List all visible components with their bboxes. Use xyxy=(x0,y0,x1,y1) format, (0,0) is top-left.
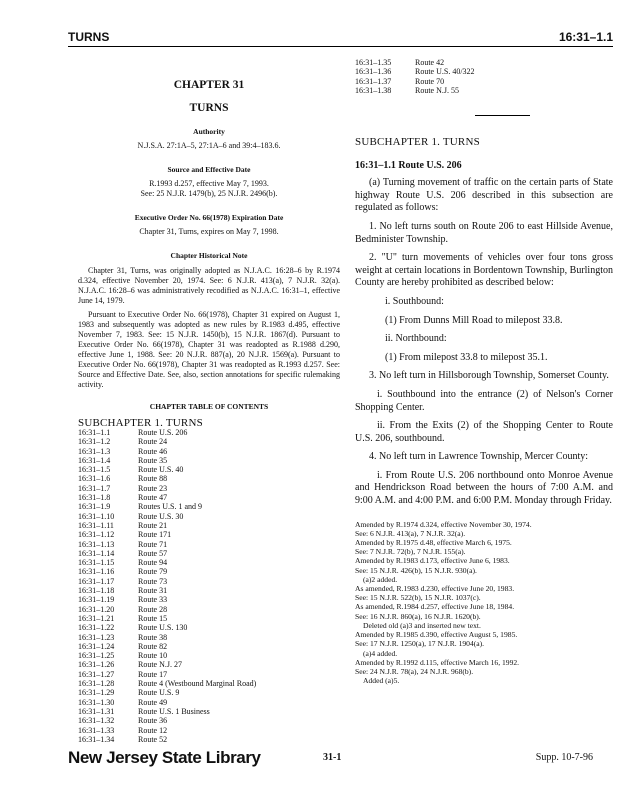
toc-section-title: Route N.J. 55 xyxy=(415,85,459,95)
amendment-note: See: 15 N.J.R. 426(b), 15 N.J.R. 930(a). xyxy=(355,565,477,575)
toc-section-title: Route 23 xyxy=(138,483,168,493)
amendment-note: See: 17 N.J.R. 1250(a), 17 N.J.R. 1904(a). xyxy=(355,639,485,649)
toc-section-title: Route 71 xyxy=(138,539,168,549)
toc-row xyxy=(78,549,256,558)
toc-section-title: Route 28 xyxy=(138,604,168,614)
toc-section-title: Route 94 xyxy=(138,558,168,568)
toc-section-title: Routes U.S. 1 and 9 xyxy=(138,502,202,512)
toc-row xyxy=(78,633,256,642)
toc-section-number: 16:31–1.9 xyxy=(78,502,111,512)
toc-row xyxy=(78,623,256,632)
running-header xyxy=(68,30,613,50)
toc-section-title: Route 70 xyxy=(415,76,445,86)
toc-row xyxy=(355,77,475,86)
toc-row xyxy=(78,540,256,549)
toc-row xyxy=(78,558,256,567)
toc-row xyxy=(355,86,475,95)
toc-section-number: 16:31–1.24 xyxy=(78,641,115,651)
toc-table-continued xyxy=(355,58,475,95)
toc-section-number: 16:31–1.26 xyxy=(78,660,115,670)
chapter-title: TURNS xyxy=(189,102,229,114)
toc-row xyxy=(78,595,256,604)
toc-section-title: Route 42 xyxy=(415,58,445,67)
para-3: 3. No left turn in Hillsborough Township, Somerset County. xyxy=(369,370,609,382)
toc-section-number: 16:31–1.31 xyxy=(78,706,115,716)
toc-section-title: Route U.S. 9 xyxy=(138,688,180,698)
source-line-1: R.1993 d.257, effective May 7, 1993. xyxy=(149,179,269,188)
toc-row xyxy=(78,605,256,614)
chapter-number: CHAPTER 31 xyxy=(173,79,245,91)
toc-section-number: 16:31–1.15 xyxy=(78,558,115,568)
toc-row xyxy=(78,456,256,465)
header-title: TURNS xyxy=(68,30,110,44)
toc-table xyxy=(78,428,256,744)
amendment-note: Added (a)5. xyxy=(363,676,400,686)
amendment-note: (a)2 added. xyxy=(363,574,398,584)
toc-section-number: 16:31–1.23 xyxy=(78,632,115,642)
subchapter-heading: SUBCHAPTER 1. TURNS xyxy=(355,136,480,149)
toc-section-number: 16:31–1.18 xyxy=(78,586,115,596)
toc-row xyxy=(78,642,256,651)
toc-row xyxy=(78,567,256,576)
toc-section-number: 16:31–1.22 xyxy=(78,623,115,633)
separator-rule xyxy=(475,115,530,116)
toc-row xyxy=(78,670,256,679)
toc-section-title: Route 171 xyxy=(138,530,172,540)
toc-section-number: 16:31–1.28 xyxy=(78,679,115,689)
amendment-note: See: 24 N.J.R. 78(a), 24 N.J.R. 968(b). xyxy=(355,666,474,676)
source-heading: Source and Effective Date xyxy=(167,165,251,174)
para-2-ii-1: (1) From milepost 33.8 to milepost 35.1. xyxy=(385,351,548,363)
amendment-note: See: 16 N.J.R. 860(a), 16 N.J.R. 1620(b). xyxy=(355,611,481,621)
toc-section-number: 16:31–1.16 xyxy=(78,567,115,577)
amendment-notes xyxy=(355,520,613,686)
toc-row xyxy=(78,698,256,707)
toc-section-number: 16:31–1.27 xyxy=(78,669,115,679)
toc-section-number: 16:31–1.38 xyxy=(355,85,392,95)
toc-row xyxy=(78,688,256,697)
toc-section-number: 16:31–1.25 xyxy=(78,651,115,661)
para-3-ii: ii. From the Exits (2) of the Shopping Center to Route U.S. 206, southbound. xyxy=(355,420,613,444)
toc-section-number: 16:31–1.12 xyxy=(78,530,115,540)
toc-section-title: Route U.S. 40/322 xyxy=(415,67,475,77)
amendment-note: As amended, R.1984 d.257, effective June 18, 1984. xyxy=(355,602,515,612)
history-heading: Chapter Historical Note xyxy=(170,251,248,260)
toc-row xyxy=(78,707,256,716)
toc-row xyxy=(78,484,256,493)
toc-section-number: 16:31–1.19 xyxy=(78,595,115,605)
toc-section-title: Route 12 xyxy=(138,725,168,735)
toc-section-number: 16:31–1.30 xyxy=(78,697,115,707)
toc-section-title: Route 79 xyxy=(138,567,168,577)
amendment-note: (a)4 added. xyxy=(363,648,398,658)
eo-text: Chapter 31, Turns, expires on May 7, 1998. xyxy=(139,227,279,236)
toc-section-title: Route U.S. 130 xyxy=(138,623,188,633)
toc-row xyxy=(78,726,256,735)
toc-section-title: Route 10 xyxy=(138,651,168,661)
toc-heading: CHAPTER TABLE OF CONTENTS xyxy=(149,402,269,411)
toc-row xyxy=(78,465,256,474)
amendment-note: Amended by R.1974 d.324, effective November 30, 1974. xyxy=(355,519,532,529)
toc-section-number: 16:31–1.33 xyxy=(78,725,115,735)
header-rule xyxy=(68,46,613,47)
page-footer xyxy=(68,748,613,774)
amendment-note: See: 15 N.J.R. 522(b), 15 N.J.R. 1037(c). xyxy=(355,593,481,603)
toc-row xyxy=(78,530,256,539)
amendment-note: Amended by R.1983 d.173, effective June 6, 1983. xyxy=(355,556,510,566)
toc-section-title: Route 46 xyxy=(138,446,168,456)
toc-section-number: 16:31–1.7 xyxy=(78,483,111,493)
para-3-i: i. Southbound into the entrance (2) of Nelson's Corner Shopping Center. xyxy=(355,388,613,413)
toc-section-number: 16:31–1.3 xyxy=(78,446,111,456)
toc-section-number: 16:31–1.5 xyxy=(78,465,111,475)
toc-section-title: Route 47 xyxy=(138,493,168,503)
amendment-note: Amended by R.1985 d.390, effective August 5, 1985. xyxy=(355,630,518,640)
toc-section-number: 16:31–1.8 xyxy=(78,493,111,503)
toc-section-title: Route 88 xyxy=(138,474,168,484)
toc-section-title: Route 49 xyxy=(138,697,168,707)
section-heading: 16:31–1.1 Route U.S. 206 xyxy=(355,160,462,172)
toc-row xyxy=(78,651,256,660)
para-2: 2. "U" turn movements of vehicles over four tons gross weight at certain locations in Bordentown Township, Burlington County are hereby prohibited as described below: xyxy=(355,252,613,289)
toc-section-title: Route 4 (Westbound Marginal Road) xyxy=(138,679,257,689)
toc-row xyxy=(78,521,256,530)
toc-section-number: 16:31–1.37 xyxy=(355,76,392,86)
amendment-note: As amended, R.1983 d.230, effective June 20, 1983. xyxy=(355,584,515,594)
para-2-ii: ii. Northbound: xyxy=(385,333,447,345)
toc-section-number: 16:31–1.1 xyxy=(78,428,111,437)
toc-section-title: Route 31 xyxy=(138,586,168,596)
toc-section-title: Route 57 xyxy=(138,548,168,558)
toc-section-number: 16:31–1.29 xyxy=(78,688,115,698)
amendment-note: See: 6 N.J.R. 413(a), 7 N.J.R. 32(a). xyxy=(355,528,466,538)
toc-section-title: Route N.J. 27 xyxy=(138,660,182,670)
para-1: 1. No left turns south on Route 206 to east Hillside Avenue, Bedminister Township. xyxy=(355,220,613,245)
para-2-i-1: (1) From Dunns Mill Road to milepost 33.8. xyxy=(385,314,563,326)
toc-row xyxy=(78,447,256,456)
toc-row xyxy=(78,716,256,725)
para-2-i: i. Southbound: xyxy=(385,295,444,307)
toc-section-title: Route 15 xyxy=(138,613,168,623)
header-section: 16:31–1.1 xyxy=(558,30,613,44)
eo-heading: Executive Order No. 66(1978) Expiration Date xyxy=(134,213,284,222)
toc-section-number: 16:31–1.32 xyxy=(78,716,115,726)
right-column xyxy=(355,58,613,685)
toc-section-title: Route 73 xyxy=(138,576,168,586)
toc-section-number: 16:31–1.35 xyxy=(355,58,392,67)
toc-section-title: Route U.S. 206 xyxy=(138,428,188,437)
toc-section-title: Route 38 xyxy=(138,632,168,642)
toc-section-title: Route 82 xyxy=(138,641,168,651)
authority-text: N.J.S.A. 27:1A–5, 27:1A–6 and 39:4–183.6. xyxy=(137,141,281,150)
amendment-note: Amended by R.1975 d.48, effective March 6, 1975. xyxy=(355,538,512,548)
toc-row xyxy=(355,58,475,67)
toc-row xyxy=(355,67,475,76)
toc-section-title: Route 35 xyxy=(138,455,168,465)
toc-section-number: 16:31–1.11 xyxy=(78,520,114,530)
toc-row xyxy=(78,493,256,502)
toc-section-number: 16:31–1.14 xyxy=(78,548,115,558)
toc-section-title: Route 33 xyxy=(138,595,168,605)
toc-row xyxy=(78,660,256,669)
toc-section-number: 16:31–1.2 xyxy=(78,437,111,447)
toc-section-number: 16:31–1.36 xyxy=(355,67,392,77)
toc-section-number: 16:31–1.6 xyxy=(78,474,111,484)
history-paragraph-2: Pursuant to Executive Order No. 66(1978), Chapter 31 expired on August 1, 1983 and subsequently was adopted as new rules by R.1983 d.495, effective November 7, 1983. See: 15 N.J.R. 1450(b), 15 N.J.R. 1867(d). Pursuant to Executive Order No. 66(1978), Chapter 31 was readopted as R.1988 d.290, effective June 1, 1988. See: 20 N.J.R. 887(a), 20 N.J.R. 1569(a). Pursuant to Executive Order No. 66(1978), Chapter 31 was readopted as R.1993 d.257. See: Source and Effective Date. See, also, section annotations for specific rulemaking activity. xyxy=(78,310,340,389)
para-4-i: i. From Route U.S. 206 northbound onto Monroe Avenue and Hendrickson Road between the hours of 7:00 A.M. and 9:00 A.M. and 4:00 P.M. and 6:00 P.M. Monday through Friday. xyxy=(355,469,613,507)
toc-section-number: 16:31–1.17 xyxy=(78,576,115,586)
para-4: 4. No left turn in Lawrence Township, Mercer County: xyxy=(369,451,589,463)
amendment-note: See: 7 N.J.R. 72(b), 7 N.J.R. 155(a). xyxy=(355,547,466,557)
source-line-2: See: 25 N.J.R. 1479(b), 25 N.J.R. 2496(b). xyxy=(140,189,278,198)
amendment-note: Amended by R.1992 d.115, effective March 16, 1992. xyxy=(355,657,520,667)
toc-section-title: Route 36 xyxy=(138,716,168,726)
toc-row xyxy=(78,586,256,595)
toc-section-title: Route U.S. 40 xyxy=(138,465,184,475)
toc-section-number: 16:31–1.34 xyxy=(78,734,115,744)
authority-heading: Authority xyxy=(193,127,225,136)
toc-section-title: Route 24 xyxy=(138,437,168,447)
toc-section-number: 16:31–1.4 xyxy=(78,455,111,465)
toc-row xyxy=(78,614,256,623)
toc-section-title: Route U.S. 1 Business xyxy=(138,706,210,716)
toc-row xyxy=(78,735,256,744)
toc-section-number: 16:31–1.20 xyxy=(78,604,115,614)
toc-row xyxy=(78,502,256,511)
toc-section-title: Route U.S. 30 xyxy=(138,511,184,521)
amendment-note: Deleted old (a)3 and inserted new text. xyxy=(363,620,481,630)
toc-row xyxy=(78,679,256,688)
toc-section-number: 16:31–1.10 xyxy=(78,511,115,521)
library-name: New Jersey State Library xyxy=(68,748,261,767)
toc-section-title: Route 21 xyxy=(138,520,168,530)
left-column xyxy=(78,58,340,744)
toc-row xyxy=(78,474,256,483)
page-number: 31-1 xyxy=(323,752,342,763)
history-paragraph-1: Chapter 31, Turns, was originally adopted as N.J.A.C. 16:28–6 by R.1974 d.324, effective November 20, 1974. See: 6 N.J.R. 413(a), 7 N.J.R. 32(a). N.J.A.C. 16:28–6 was administratively recodified as N.J.A.C. 16:31–1, effective June 14, 1979. xyxy=(78,266,340,305)
toc-section-number: 16:31–1.13 xyxy=(78,539,115,549)
toc-section-title: Route 52 xyxy=(138,734,168,744)
toc-row xyxy=(78,428,256,437)
toc-section-title: Route 17 xyxy=(138,669,168,679)
toc-row xyxy=(78,437,256,446)
toc-row xyxy=(78,512,256,521)
toc-subchapter: SUBCHAPTER 1. TURNS xyxy=(78,417,203,429)
supplement-date: Supp. 10-7-96 xyxy=(535,752,593,763)
toc-row xyxy=(78,577,256,586)
para-a: (a) Turning movement of traffic on the certain parts of State highway Route U.S. 206 described in this subsection are regulated as follows: xyxy=(355,177,613,214)
toc-section-number: 16:31–1.21 xyxy=(78,613,115,623)
